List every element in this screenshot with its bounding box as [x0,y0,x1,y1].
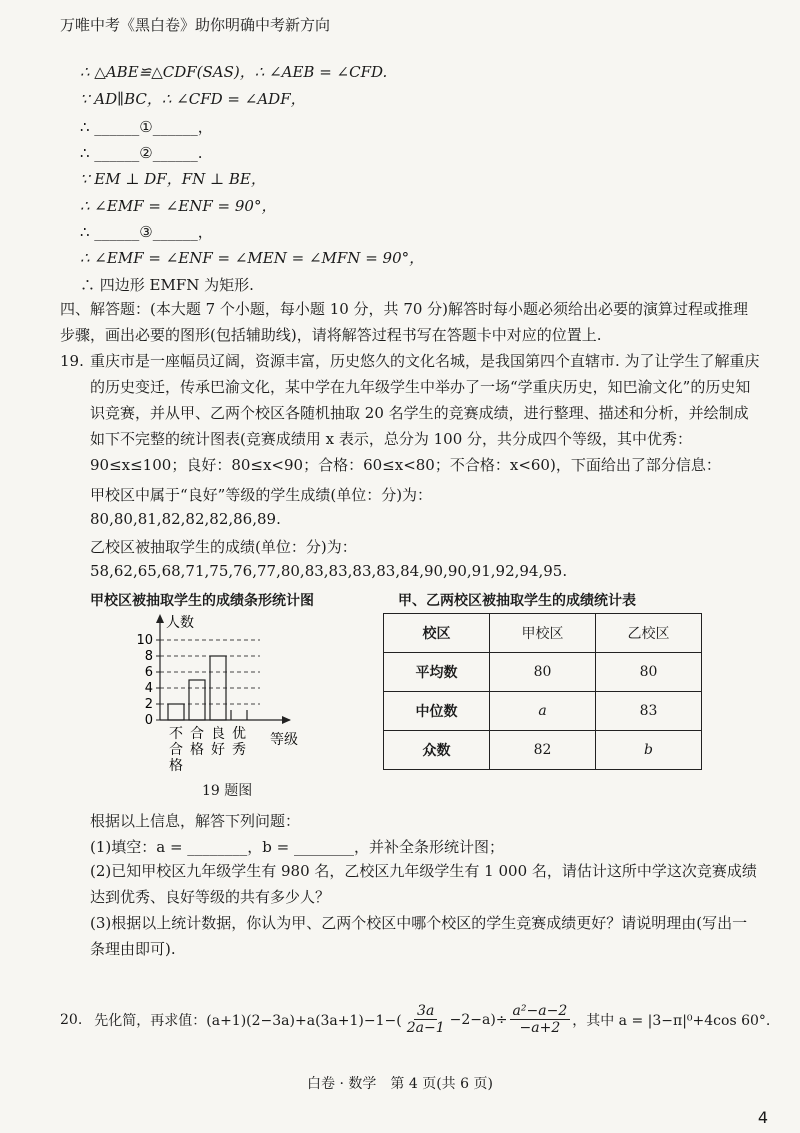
proof-line: ∵ AD∥BC，∴ ∠CFD = ∠ADF， [80,90,306,108]
table-cell: b [596,731,702,770]
table-header-cell: 甲校区 [490,614,596,653]
questions-intro: 根据以上信息，解答下列问题： [90,812,301,830]
fraction [510,1003,571,1036]
chart-title: 甲校区被抽取学生的成绩条形统计图 [90,593,314,609]
y-tick-label: 0 [144,713,153,728]
question-1: (1)填空：a = ________，b = ________，并补全条形统计图； [90,838,505,856]
table-row [384,653,702,692]
y-axis-arrow [156,614,164,623]
table-cell: 83 [596,692,702,731]
bar-不合格 [168,704,184,720]
table-row [384,692,702,731]
x-tick-label: 优秀 [232,726,246,758]
table-title: 甲、乙两校区被抽取学生的成绩统计表 [398,593,636,609]
q19-intro: 重庆市是一座幅员辽阔，资源丰富，历史悠久的文化名城，是我国第四个直辖市. 为了让学生了解重庆的历史变迁，传承巴渝文化，某中学在九年级学生中举办了一场“学重庆历史，知巴渝文化”的历史知识竞赛，并从甲、乙两个校区各随机抽取 20 名学生的竞赛成绩，进行整理、描述和分析，并绘制成如下不完整的统计图表(竞赛成绩用 x 表示，总分为 100 分，共分成四个等级，其中优秀：90≤x≤100；良好：80≤x<90；合格：60≤x<80；不合格：x<60)，下面给出了部分信息： [90,352,760,474]
q20-number: 20. [60,1011,83,1028]
x-axis-label: 等级 [270,732,298,748]
proof-line: ∴ 四边形 EMFN 为矩形. [80,276,254,294]
table-cell: 80 [490,653,596,692]
figure-caption: 19 题图 [202,783,253,799]
yi-scores: 58,62,65,68,71,75,76,77,80,83,83,83,83,84,90,90,91,92,94,95. [90,562,568,580]
table-cell: 82 [490,731,596,770]
bar-chart [110,608,340,783]
table-header-row [384,614,702,653]
table-cell: a [490,692,596,731]
x-axis-arrow [282,716,291,724]
proof-line: ∴ ______①______， [80,118,213,136]
y-axis-label: 人数 [166,615,194,631]
x-tick-label: 合格 [190,726,204,758]
table-cell: 中位数 [384,692,490,731]
y-tick-label: 4 [144,681,153,696]
fraction-numerator: a²−a−2 [510,1003,571,1020]
yi-label: 乙校区被抽取学生的成绩(单位：分)为： [90,538,357,556]
header-text: 万唯中考《黑白卷》助你明确中考新方向 [60,16,331,34]
q20-text-before: 先化简，再求值：(a+1)(2−3a)+a(3a+1)−1−( [94,1012,402,1029]
question-3: (3)根据以上统计数据，你认为甲、乙两个校区中哪个校区的学生竞赛成绩更好？请说明理由(写出一条理由即可). [90,914,748,958]
q20-text-middle: −2−a)÷ [449,1011,508,1028]
proof-line: ∴ ∠EMF = ∠ENF = 90°， [80,197,277,215]
q20-text-after: ，其中 a = |3−π|⁰+4cos 60°. [572,1012,771,1029]
x-tick-label: 不合格 [169,726,183,774]
proof-line: ∵ EM ⊥ DF，FN ⊥ BE， [80,170,266,188]
table-row [384,731,702,770]
fraction-numerator: 3a [414,1003,437,1020]
table-cell: 80 [596,653,702,692]
proof-line: ∴ ∠EMF = ∠ENF = ∠MEN = ∠MFN = 90°， [80,249,425,267]
fraction-denominator: −a+2 [519,1020,561,1036]
table-cell: 平均数 [384,653,490,692]
bar-合格 [189,680,205,720]
fraction [404,1003,448,1036]
page-footer: 白卷 · 数学 第 4 页(共 6 页) [307,1076,493,1092]
table-cell: 众数 [384,731,490,770]
jia-label: 甲校区中属于“良好”等级的学生成绩(单位：分)为： [90,486,433,504]
proof-line: ∴ ______②______. [80,144,203,162]
section-title: 四、解答题：(本大题 7 个小题，每小题 10 分，共 70 分)解答时每小题必须给出必要的演算过程或推理步骤，画出必要的图形(包括辅助线)，请将解答过程书写在答题卡中对应的位置上. [60,300,749,344]
y-tick-label: 10 [136,633,153,648]
q19-number: 19. [60,352,84,370]
jia-scores: 80,80,81,82,82,82,86,89. [90,510,281,528]
table-header-cell: 校区 [384,614,490,653]
y-tick-label: 8 [144,649,153,664]
fraction-denominator: 2a−1 [406,1020,445,1036]
y-tick-label: 2 [144,697,153,712]
q20 [60,1003,770,1036]
table-header-cell: 乙校区 [596,614,702,653]
page-number: 4 [757,1108,768,1127]
x-tick-label: 良好 [211,726,225,758]
question-2: (2)已知甲校区九年级学生有 980 名，乙校区九年级学生有 1 000 名，请估计这所中学这次竞赛成绩达到优秀、良好等级的共有多少人？ [90,862,757,906]
stats-table [383,613,702,770]
proof-line: ∴ △ABE≌△CDF(SAS)，∴ ∠AEB = ∠CFD. [80,63,388,81]
proof-line: ∴ ______③______， [80,223,213,241]
y-tick-label: 6 [144,665,153,680]
